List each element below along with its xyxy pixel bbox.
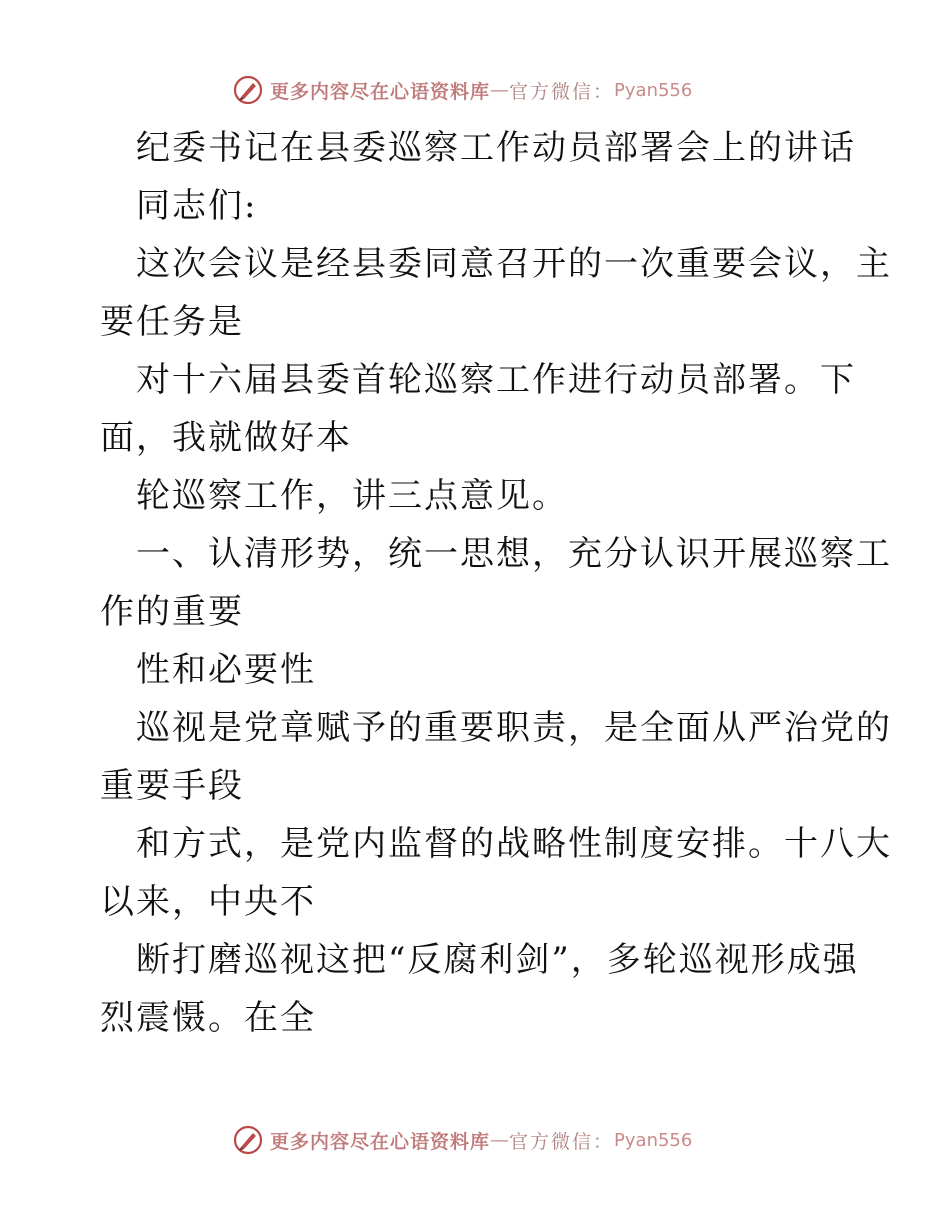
paragraph-line: 这次会议是经县委同意召开的一次重要会议，主 — [136, 244, 892, 284]
section-heading-line: 一、认清形势，统一思想，充分认识开展巡察工 — [136, 534, 892, 574]
paragraph-line: 对十六届县委首轮巡察工作进行动员部署。下 — [136, 360, 856, 400]
paragraph-line: 轮巡察工作，讲三点意见。 — [136, 476, 568, 516]
paragraph-line: 断打磨巡视这把“反腐利剑”，多轮巡视形成强 — [136, 940, 859, 980]
salutation: 同志们: — [136, 186, 258, 226]
watermark-separator: — — [490, 79, 510, 101]
section-heading-line: 作的重要 — [100, 592, 244, 632]
document-title: 纪委书记在县委巡察工作动员部署会上的讲话 — [136, 128, 856, 168]
watermark-id: Pyan556 — [614, 79, 693, 101]
watermark-brand: 更多内容尽在心语资料库 — [270, 1130, 491, 1153]
watermark-label: 官方微信： — [509, 80, 615, 103]
section-heading-line: 性和必要性 — [136, 650, 316, 690]
paragraph-line: 烈震慑。在全 — [100, 998, 316, 1038]
paragraph-line: 巡视是党章赋予的重要职责，是全面从严治党的 — [136, 708, 892, 748]
paragraph-line: 和方式，是党内监督的战略性制度安排。十八大 — [136, 824, 892, 864]
paragraph-line: 以来，中央不 — [100, 882, 316, 922]
paragraph-line: 要任务是 — [100, 302, 244, 342]
watermark-id: Pyan556 — [614, 1129, 693, 1151]
pen-logo-icon — [232, 74, 264, 106]
watermark-brand: 更多内容尽在心语资料库 — [270, 80, 491, 103]
watermark-label: 官方微信： — [509, 1130, 615, 1153]
paragraph-line: 面，我就做好本 — [100, 418, 352, 458]
pen-logo-icon — [232, 1124, 264, 1156]
watermark-separator: — — [490, 1129, 510, 1151]
footer-watermark — [232, 1122, 692, 1158]
paragraph-line: 重要手段 — [100, 766, 244, 806]
header-watermark — [232, 72, 692, 108]
